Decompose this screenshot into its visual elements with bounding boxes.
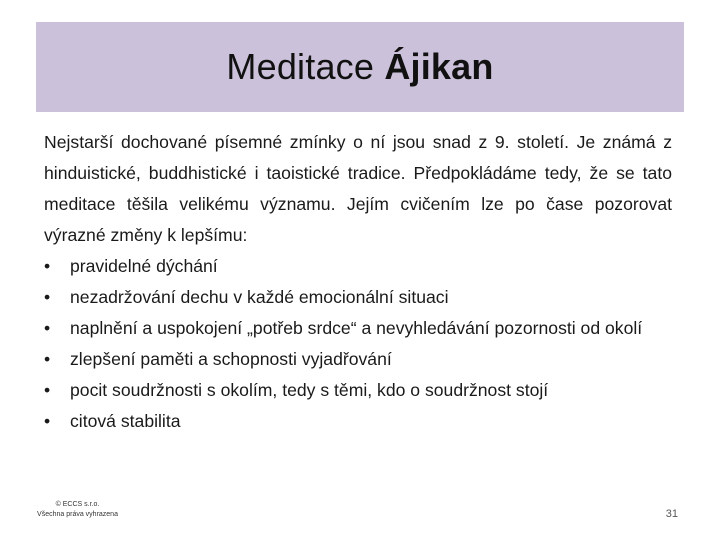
bullet-text: naplnění a uspokojení „potřeb srdce“ a nevyhledávání pozornosti od okolí bbox=[70, 318, 643, 338]
bullet-text: pocit soudržnosti s okolím, tedy s těmi, kdo o soudržnost stojí bbox=[70, 380, 549, 400]
title-bar bbox=[36, 22, 684, 112]
footer-copyright-block bbox=[30, 500, 125, 520]
bullet-icon: • bbox=[44, 318, 51, 338]
footer-copyright: © ECCS s.r.o. bbox=[55, 501, 100, 508]
slide-title bbox=[226, 46, 493, 88]
footer-rights: Všechna práva vyhrazena bbox=[37, 511, 118, 518]
bullet-icon: • bbox=[44, 349, 51, 369]
slide-title-emphasis: Ájikan bbox=[384, 46, 494, 87]
bullet-item bbox=[44, 406, 672, 437]
bullet-icon: • bbox=[44, 287, 51, 307]
bullet-text: citová stabilita bbox=[70, 411, 181, 431]
bullet-text: nezadržování dechu v každé emocionální situaci bbox=[70, 287, 449, 307]
bullet-text: pravidelné dýchání bbox=[70, 256, 218, 276]
slide-title-prefix: Meditace bbox=[226, 46, 385, 87]
bullet-icon: • bbox=[44, 256, 51, 276]
bullet-item bbox=[44, 251, 672, 282]
bullet-icon: • bbox=[44, 380, 51, 400]
bullet-item bbox=[44, 375, 672, 406]
slide-content bbox=[44, 127, 672, 437]
bullet-item bbox=[44, 313, 672, 344]
bullet-item bbox=[44, 282, 672, 313]
bullet-icon: • bbox=[44, 411, 51, 431]
intro-paragraph: Nejstarší dochované písemné zmínky o ní jsou snad z 9. století. Je známá z hinduistické, buddhistické i taoistické tradice. Předpokládáme tedy, že se tato meditace těšila velikému významu. Jejím cvičením lze po čase pozorovat výrazné změny k lepšímu: bbox=[44, 132, 672, 245]
bullet-item bbox=[44, 344, 672, 375]
bullet-text: zlepšení paměti a schopnosti vyjadřování bbox=[70, 349, 392, 369]
page-number: 31 bbox=[665, 508, 678, 520]
bullet-list bbox=[44, 251, 672, 437]
